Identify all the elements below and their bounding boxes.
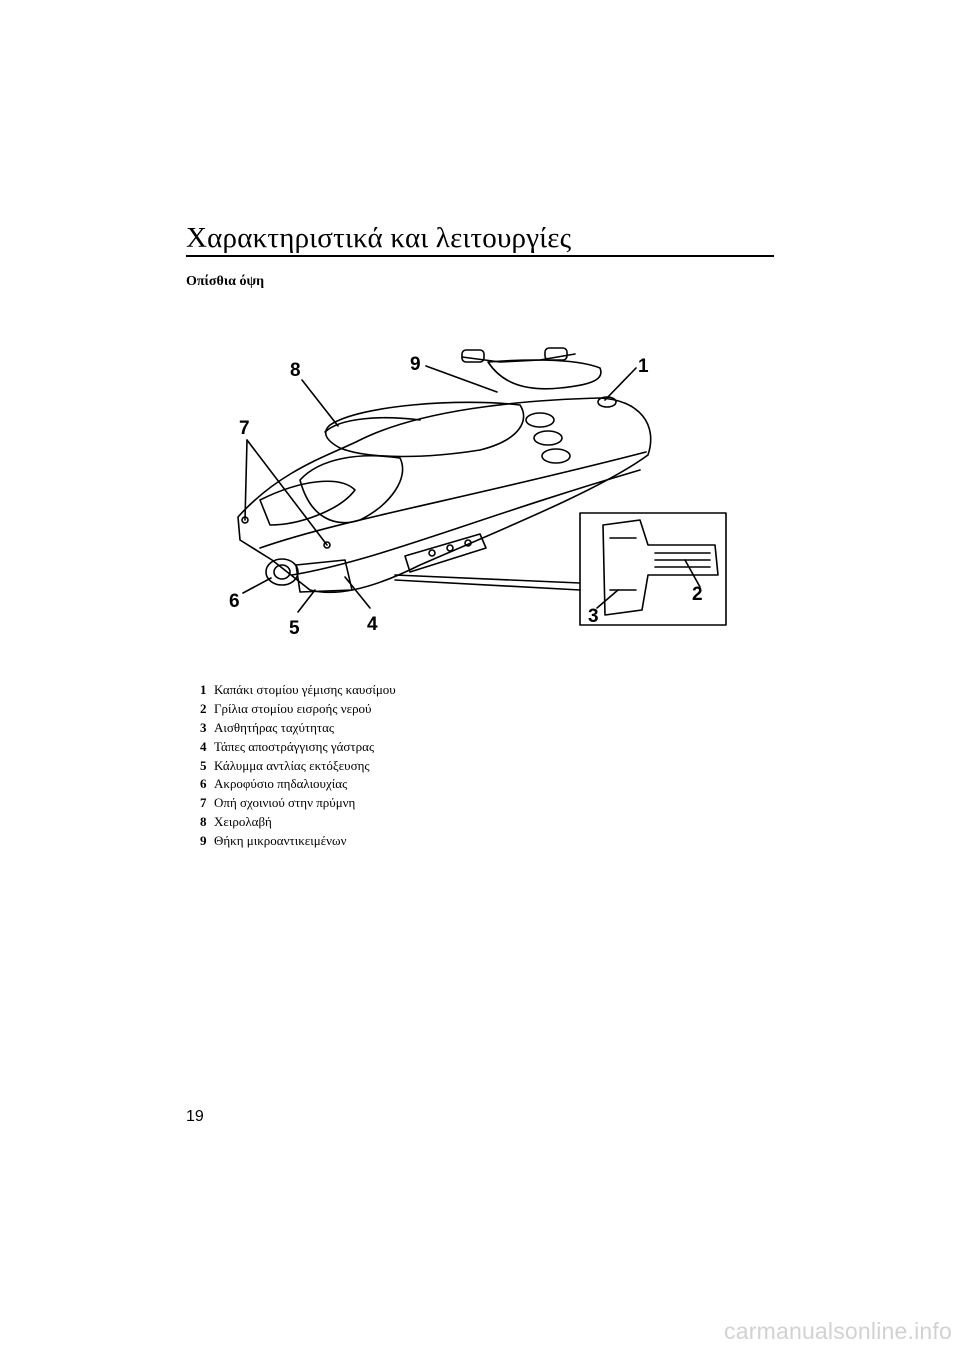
leader-line-5: [298, 590, 315, 612]
legend-number: 8: [200, 814, 207, 830]
legend-number: 4: [200, 738, 207, 754]
seat: [326, 402, 524, 456]
page-number: 19: [186, 1108, 204, 1125]
leader-line-7b: [247, 440, 327, 545]
legend-text: Οπή σχοινιού στην πρύμνη: [214, 795, 356, 811]
legend-item: [200, 832, 396, 851]
legend-item: [200, 681, 396, 700]
legend-number: 6: [200, 776, 207, 792]
side-vent: [542, 449, 570, 463]
leader-line-9: [426, 366, 497, 392]
watercraft-rear-view-figure: [220, 340, 740, 640]
legend-number: 5: [200, 757, 207, 773]
callout-label-9: 9: [410, 354, 421, 375]
section-heading: Οπίσθια όψη: [186, 274, 265, 289]
inset-pointer-lines: [395, 575, 580, 590]
legend-item: [200, 813, 396, 832]
legend-text: Καπάκι στομίου γέμισης καυσίμου: [214, 682, 396, 697]
leader-line-3: [597, 590, 618, 608]
callout-label-3: 3: [588, 606, 599, 627]
leader-line-1: [605, 368, 636, 400]
legend-number: 7: [200, 795, 207, 811]
jet-pump-cover: [296, 560, 352, 592]
steering-cowl: [488, 360, 601, 389]
page-title: Χαρακτηριστικά και λειτουργίες: [186, 222, 572, 254]
legend-number: 3: [200, 719, 207, 735]
inset-detail-frame: [580, 513, 726, 625]
legend-item: [200, 700, 396, 719]
legend-text: Γρίλια στομίου εισροής νερού: [214, 700, 372, 716]
hull-outline: [238, 398, 651, 592]
legend-item: [200, 719, 396, 738]
legend-number: 9: [200, 833, 207, 849]
callout-label-8: 8: [290, 360, 301, 381]
callout-label-4: 4: [367, 614, 378, 635]
legend-text: Τάπες αποστράγγισης γάστρας: [214, 738, 375, 754]
hull-drain-plug: [447, 545, 453, 551]
leader-line-4: [345, 577, 370, 608]
side-vent: [526, 413, 554, 427]
parts-legend: [200, 681, 396, 851]
legend-text: Αισθητήρας ταχύτητας: [214, 719, 335, 735]
steering-nozzle: [266, 559, 298, 585]
leader-line-2: [685, 560, 700, 587]
watermark: carmanualsonline.info: [724, 1318, 952, 1344]
rear-deck: [300, 456, 403, 523]
leader-line-6: [243, 578, 271, 593]
side-vent: [534, 431, 562, 445]
callout-label-1: 1: [638, 356, 649, 377]
legend-text: Χειρολαβή: [214, 814, 272, 830]
legend-text: Κάλυμμα αντλίας εκτόξευσης: [214, 757, 370, 773]
legend-item: [200, 775, 396, 794]
legend-number: 1: [200, 682, 207, 697]
legend-item: [200, 757, 396, 776]
legend-item: [200, 794, 396, 813]
leader-line-8: [302, 380, 338, 426]
callout-label-6: 6: [229, 591, 240, 612]
legend-text: Ακροφύσιο πηδαλιουχίας: [214, 776, 348, 792]
callout-label-2: 2: [692, 584, 703, 605]
legend-text: Θήκη μικροαντικειμένων: [214, 833, 347, 849]
title-rule: [186, 255, 774, 257]
callout-label-5: 5: [289, 618, 300, 639]
callout-label-7: 7: [239, 418, 250, 439]
legend-number: 2: [200, 700, 207, 716]
legend-item: [200, 738, 396, 757]
hull-drain-plug: [429, 550, 435, 556]
